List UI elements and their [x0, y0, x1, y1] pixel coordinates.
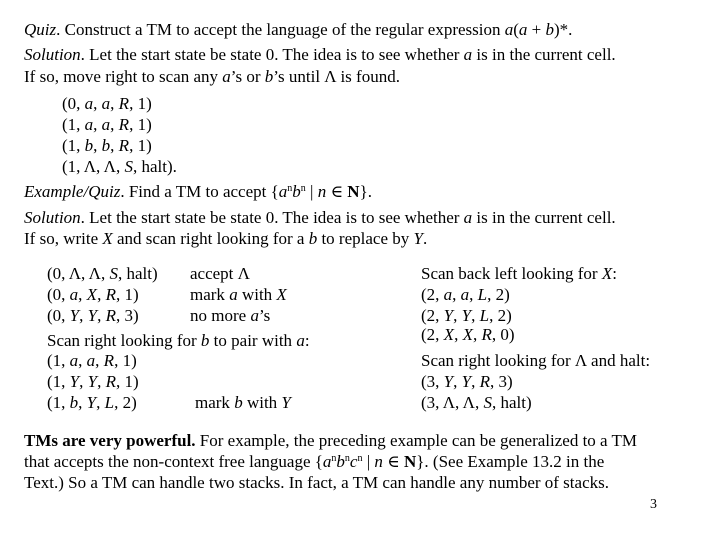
instruction-note: accept Λ: [190, 264, 250, 283]
quiz1-instruction: (1, a, a, R, 1): [62, 115, 152, 134]
quiz1-solution-line-2: If so, move right to scan any a’s or b’s until Λ is found.: [24, 67, 400, 86]
tm-instruction: (2, X, X, R, 0): [421, 325, 515, 344]
footer-text: For example, the preceding example can be generalized to a TM: [199, 431, 638, 450]
quiz2-label: Example/Quiz: [24, 182, 121, 201]
footer-line-3: Text.) So a TM can handle two stacks. In fact, a TM can handle any number of stacks.: [24, 473, 609, 492]
tm-instruction: (1, b, Y, L, 2): [47, 393, 137, 412]
quiz1-instruction: (1, b, b, R, 1): [62, 136, 152, 155]
scan-heading: Scan right looking for b to pair with a:: [47, 331, 310, 350]
footer-line-1: [24, 431, 637, 451]
quiz1-instruction: (1, Λ, Λ, S, halt).: [62, 157, 177, 176]
page-number: 3: [650, 497, 657, 512]
scan-heading: Scan right looking for Λ and halt:: [421, 351, 651, 370]
tm-instruction: (0, a, X, R, 1): [47, 285, 139, 304]
tm-instruction: (0, Y, Y, R, 3): [47, 306, 139, 325]
quiz2-solution-line-1: Solution. Let the start state be state 0. The idea is to see whether a is in the current cell.: [24, 208, 616, 227]
instruction-note: mark a with X: [190, 285, 287, 304]
tm-instruction: (2, a, a, L, 2): [421, 285, 510, 304]
quiz1-solution-line-1: Solution. Let the start state be state 0. The idea is to see whether a is in the current cell.: [24, 45, 616, 64]
instruction-note: mark b with Y: [195, 393, 291, 412]
tm-instruction: (2, Y, Y, L, 2): [421, 306, 512, 325]
solution-label: Solution: [24, 45, 81, 64]
tm-instruction: (3, Y, Y, R, 3): [421, 372, 513, 391]
quiz1-label: Quiz: [24, 20, 57, 39]
tm-instruction: (1, Y, Y, R, 1): [47, 372, 139, 391]
tm-instruction: (3, Λ, Λ, S, halt): [421, 393, 532, 412]
quiz1-line: Quiz. Construct a TM to accept the language of the regular expression a(a + b)*.: [24, 20, 573, 39]
scan-heading: Scan back left looking for X:: [421, 264, 617, 283]
quiz2-solution-line-2: If so, write X and scan right looking for a b to replace by Y.: [24, 229, 428, 248]
tm-instruction: (1, a, a, R, 1): [47, 351, 137, 370]
quiz1-instruction: (0, a, a, R, 1): [62, 94, 152, 113]
instruction-note: no more a’s: [190, 306, 271, 325]
solution-label: Solution: [24, 208, 81, 227]
footer-line-2: that accepts the non-context free language {$a^nb^nc^n$ | n ∈ N}. (See Example 13.2 in the: [24, 452, 605, 471]
tm-instruction: (0, Λ, Λ, S, halt): [47, 264, 158, 283]
quiz2-line: Example/Quiz. Find a TM to accept {$a^nb^n$ | n ∈ N}.: [24, 182, 372, 201]
footer-lead: TMs are very powerful.: [24, 431, 196, 450]
